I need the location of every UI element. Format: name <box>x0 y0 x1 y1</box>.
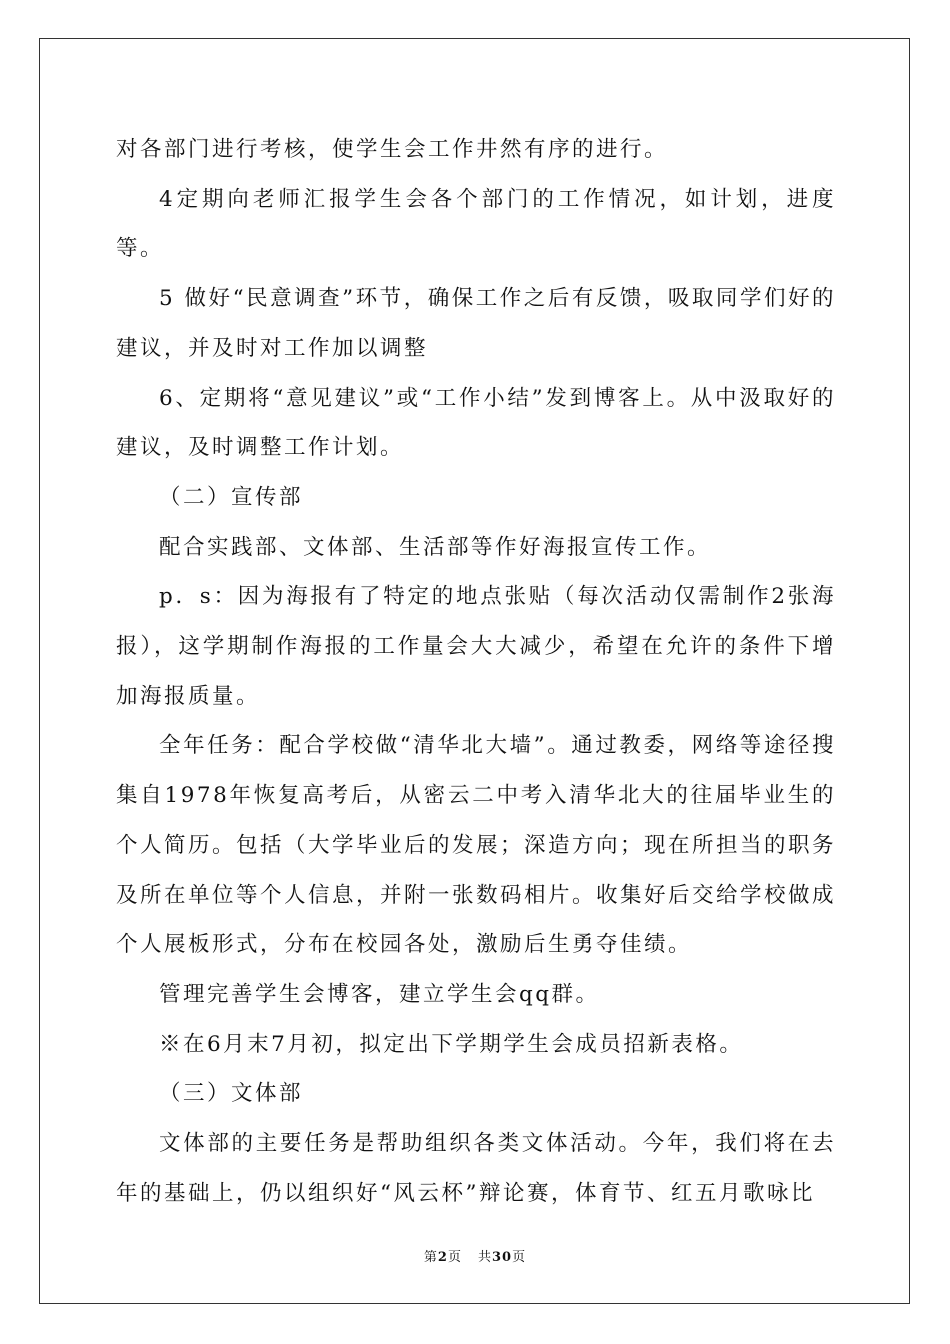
paragraph-9: 管理完善学生会博客，建立学生会qq群。 <box>159 981 600 1007</box>
paragraph-6: 配合实践部、文体部、生活部等作好海报宣传工作。 <box>159 534 712 560</box>
paragraph-8: 全年任务：配合学校做“清华北大墙”。通过教委，网络等途径搜集自1978年恢复高考后，从密云二中考入清华北大的往届毕业生的个人简历。包括（大学毕业后的发展；深造方向；现在所担当的职务及所在单位等个人信息，并附一张数码相片。收集好后交给学校做成个人展板形式，分布在校园各处，激励后生勇夺佳绩。 <box>116 733 837 958</box>
paragraph-1: 对各部门进行考核，使学生会工作井然有序的进行。 <box>116 137 669 162</box>
paragraph-4: 6、定期将“意见建议”或“工作小结”发到博客上。从中汲取好的建议，及时调整工作计划。 <box>116 385 836 461</box>
section-heading-arts-sports: （三）文体部 <box>159 1081 304 1107</box>
paragraph-10: ※在6月末7月初，拟定出下学期学生会成员招新表格。 <box>159 1031 744 1057</box>
paragraph-12: 文体部的主要任务是帮助组织各类文体活动。今年，我们将在去年的基础上，仍以组织好“风云杯”辩论赛，体育节、红五月歌咏比 <box>116 1131 836 1206</box>
footer-total-pages: 30 <box>491 1250 513 1265</box>
footer-page-number: 2 <box>437 1250 448 1265</box>
section-heading-publicity: （二）宣传部 <box>159 484 304 510</box>
paragraph-7: p．s：因为海报有了特定的地点张贴（每次活动仅需制作2张海报），这学期制作海报的工作量会大大减少，希望在允许的条件下增加海报质量。 <box>116 584 836 709</box>
paragraph-2: 4定期向老师汇报学生会各个部门的工作情况，如计划，进度等。 <box>116 186 836 262</box>
footer-total-prefix: 共 <box>477 1250 492 1265</box>
document-body <box>116 125 836 1218</box>
footer-page-prefix: 第 <box>423 1250 438 1265</box>
footer-page-suffix: 页 <box>447 1250 462 1265</box>
paragraph-3: 5 做好“民意调查”环节，确保工作之后有反馈，吸取同学们好的建议，并及时对工作加以调整 <box>116 286 836 361</box>
footer-total-suffix: 页 <box>512 1250 527 1265</box>
page-footer <box>0 1246 950 1265</box>
